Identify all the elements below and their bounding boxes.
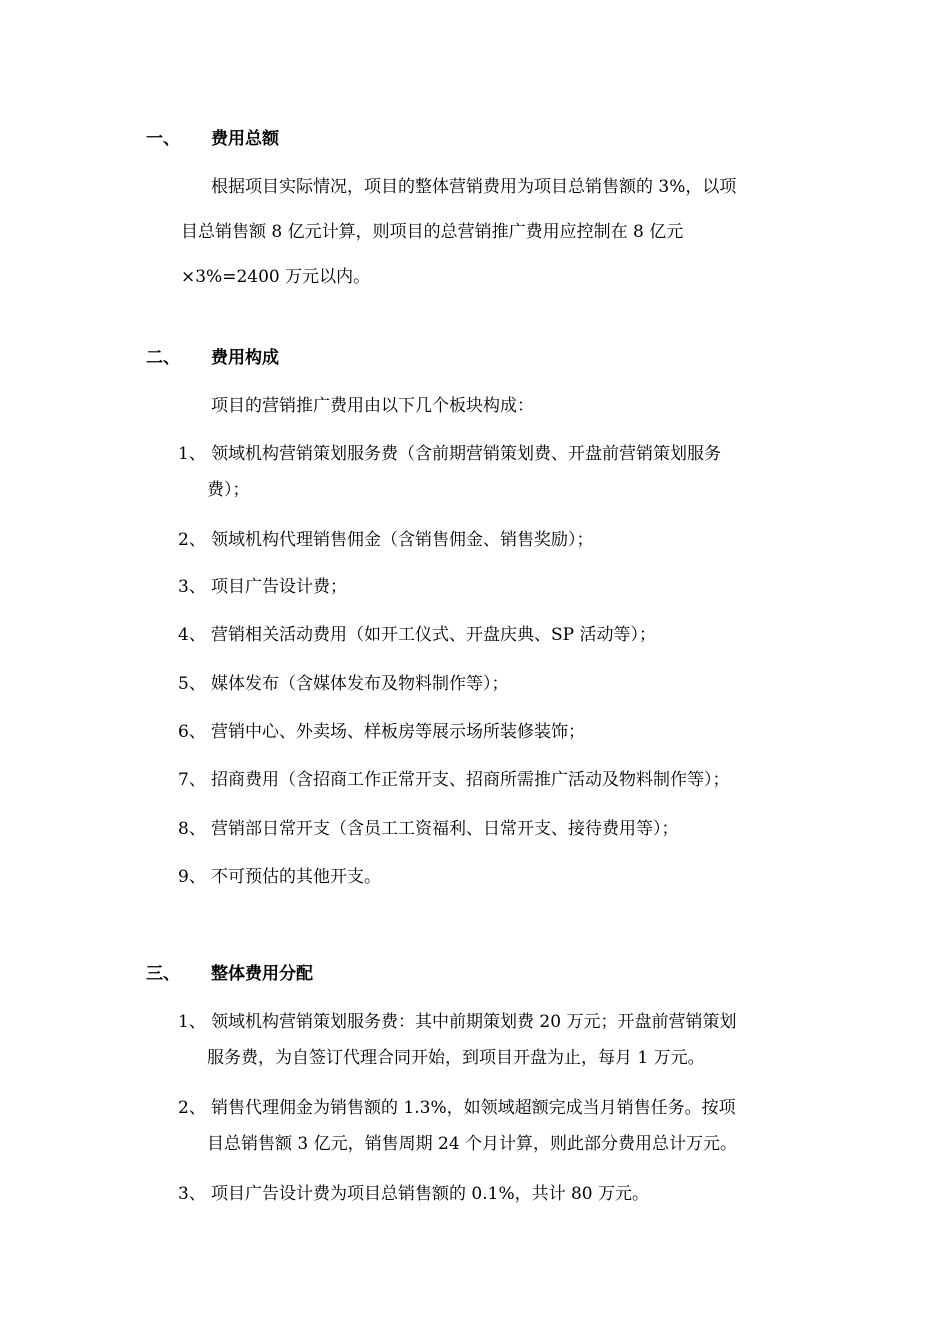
paragraph-line: 根据项目实际情况，项目的整体营销费用为项目总销售额的 3%，以项 [211, 177, 737, 197]
list-text: 项目广告设计费； [211, 577, 347, 597]
section-number: 二、 [146, 348, 180, 368]
list-number: 6、 [178, 722, 206, 742]
list-text-continued: 目总销售额 3 亿元，销售周期 24 个月计算，则此部分费用总计万元。 [207, 1134, 738, 1154]
list-item [178, 436, 808, 508]
list-number: 1、 [178, 444, 206, 464]
section-title: 费用总额 [211, 129, 279, 149]
list-text: 领域机构代理销售佣金（含销售佣金、销售奖励）； [211, 530, 594, 550]
list-text: 招商费用（含招商工作正常开支、招商所需推广活动及物料制作等）； [211, 770, 730, 790]
list-text: 项目广告设计费为项目总销售额的 0.1%，共计 80 万元。 [211, 1184, 650, 1204]
list-number: 3、 [178, 577, 206, 597]
list-text: 营销部日常开支（含员工工资福利、日常开支、接待费用等）； [211, 819, 679, 839]
list-item [178, 859, 808, 895]
list-number: 1、 [178, 1012, 206, 1032]
list-item [178, 1004, 808, 1076]
list-number: 2、 [178, 530, 206, 550]
section-number: 三、 [146, 964, 180, 984]
list-number: 8、 [178, 819, 206, 839]
list-text: 营销中心、外卖场、样板房等展示场所装修装饰； [211, 722, 585, 742]
list-item [178, 666, 808, 702]
list-text: 营销相关活动费用（如开工仪式、开盘庆典、SP 活动等）； [211, 625, 656, 645]
list-item [178, 1090, 808, 1162]
list-item [178, 714, 808, 750]
list-number: 2、 [178, 1098, 206, 1118]
section-title: 费用构成 [211, 348, 279, 368]
section-number: 一、 [146, 129, 180, 149]
list-number: 7、 [178, 770, 206, 790]
list-item [178, 811, 808, 847]
list-item [178, 1176, 808, 1212]
list-text: 不可预估的其他开支。 [211, 867, 381, 887]
list-text: 领域机构营销策划服务费：其中前期策划费 20 万元；开盘前营销策划 [211, 1012, 737, 1032]
list-item [178, 617, 808, 653]
list-text-continued: 服务费，为自签订代理合同开始，到项目开盘为止，每月 1 万元。 [207, 1048, 705, 1068]
list-text: 媒体发布（含媒体发布及物料制作等）； [211, 674, 509, 694]
list-number: 5、 [178, 674, 206, 694]
paragraph-line: ×3%=2400 万元以内。 [181, 267, 371, 287]
list-text: 领域机构营销策划服务费（含前期营销策划费、开盘前营销策划服务 [211, 444, 721, 464]
list-item [178, 762, 808, 798]
section-title: 整体费用分配 [211, 964, 313, 984]
list-number: 9、 [178, 867, 206, 887]
section-2-intro: 项目的营销推广费用由以下几个板块构成： [211, 396, 534, 416]
list-number: 4、 [178, 625, 206, 645]
list-item [178, 522, 808, 558]
list-item [178, 569, 808, 605]
paragraph-line: 目总销售额 8 亿元计算，则项目的总营销推广费用应控制在 8 亿元 [181, 222, 684, 242]
list-number: 3、 [178, 1184, 206, 1204]
list-text-continued: 费）； [207, 480, 250, 500]
list-text: 销售代理佣金为销售额的 1.3%，如领域超额完成当月销售任务。按项 [211, 1098, 736, 1118]
section-1-paragraph [181, 165, 807, 300]
